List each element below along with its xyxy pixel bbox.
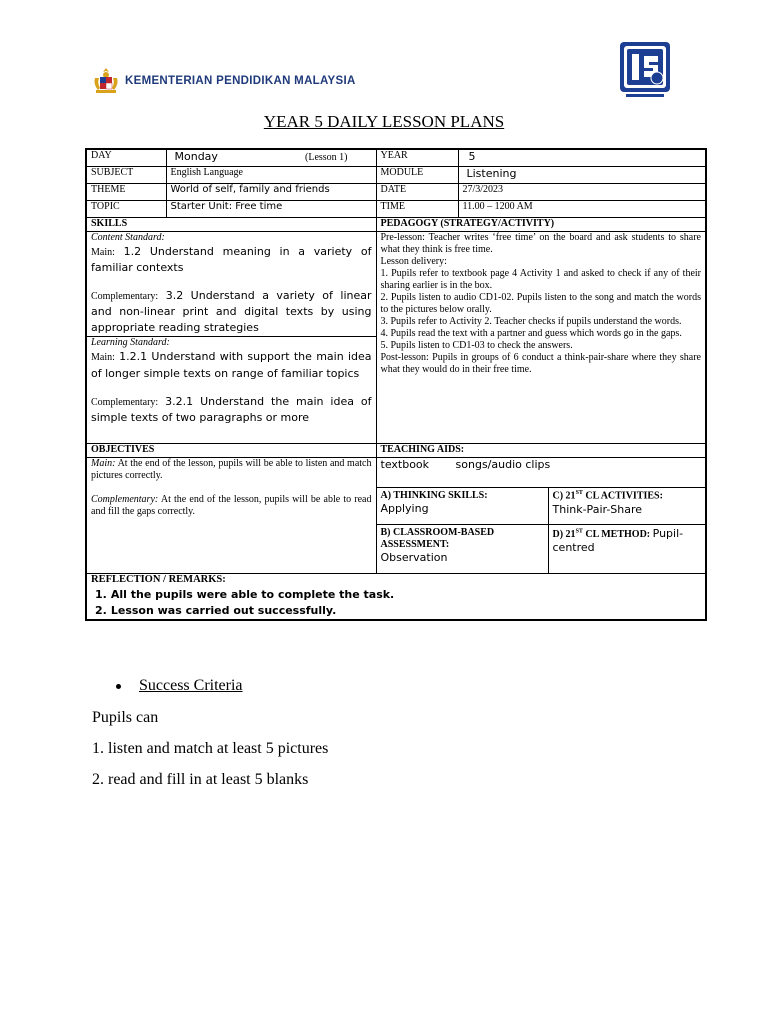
skills-header: SKILLS xyxy=(86,217,376,231)
year-label: YEAR xyxy=(376,149,458,166)
ministry-seal-icon xyxy=(620,42,670,100)
module-value: Listening xyxy=(466,166,517,180)
content-standard-label: Content Standard: xyxy=(91,231,165,243)
pedagogy-line: 5. Pupils listen to CD1-03 to check the answers. xyxy=(380,339,573,351)
theme-label: THEME xyxy=(86,183,166,200)
row-content-standard xyxy=(86,231,706,337)
bullet-icon xyxy=(116,684,121,689)
learning-main xyxy=(91,349,372,381)
teaching-aid-item: songs/audio clips xyxy=(455,458,551,472)
row-theme-date xyxy=(86,183,706,200)
row-reflection xyxy=(86,574,706,620)
date-value: 27/3/2023 xyxy=(458,183,706,200)
learning-comp xyxy=(91,394,372,426)
teaching-aids-header: TEACHING AIDS: xyxy=(376,444,706,458)
thinking-skills-label: A) THINKING SKILLS: xyxy=(380,490,488,502)
reflection-cell xyxy=(86,574,706,620)
success-intro: Pupils can xyxy=(92,709,159,726)
malaysia-coat-of-arms-icon xyxy=(92,66,120,96)
pedagogy-header: PEDAGOGY (STRATEGY/ACTIVITY) xyxy=(376,217,706,231)
subject-value: English Language xyxy=(166,166,376,183)
thinking-skills-value: Applying xyxy=(380,502,429,516)
pedagogy-line: Lesson delivery: xyxy=(380,255,447,267)
objective-comp-text: At the end of the lesson, pupils will be able to read and fill the gaps correctly. xyxy=(91,494,372,518)
subject-label: SUBJECT xyxy=(86,166,166,183)
success-item: 2. read and fill in at least 5 blanks xyxy=(92,771,309,788)
year-value: 5 xyxy=(468,150,476,163)
pedagogy-line: 3. Pupils refer to Activity 2. Teacher checks if pupils understand the words. xyxy=(380,315,682,327)
learning-main-text: 1.2.1 Understand with support the main idea of longer simple texts on range of familiar topics xyxy=(91,350,372,380)
thinking-cl-cell xyxy=(376,488,706,525)
time-value: 11.00 – 1200 AM xyxy=(458,200,706,217)
list-item: 2. Lesson was carried out successfully. xyxy=(95,603,337,617)
cl-method-text: D) 21ST CL METHOD: Pupil-centred xyxy=(552,527,684,555)
pedagogy-cell xyxy=(376,231,706,444)
module-cell xyxy=(458,166,706,183)
content-main-text: 1.2 Understand meaning in a variety of familiar contexts xyxy=(91,244,372,274)
content-comp-label: Complementary: xyxy=(91,290,159,302)
pedagogy-line: 1. Pupils refer to textbook page 4 Activity 1 and asked to check if any of their sharing earlier is in the box. xyxy=(380,267,701,291)
learning-comp-text: 3.2.1 Understand the main idea of simple texts of two paragraphs or more xyxy=(91,394,372,425)
success-criteria-label: Success Criteria xyxy=(139,677,243,694)
learning-comp-label: Complementary: xyxy=(91,396,159,408)
objective-comp xyxy=(91,494,372,518)
thinking-skills-cell xyxy=(377,488,549,524)
objective-main-text: At the end of the lesson, pupils will be able to listen and match pictures correctly. xyxy=(91,458,372,482)
ministry-name: KEMENTERIAN PENDIDIKAN MALAYSIA xyxy=(125,75,356,87)
assessment-value: Observation xyxy=(380,551,448,565)
topic-label: TOPIC xyxy=(86,200,166,217)
learning-main-label: Main: xyxy=(91,352,115,364)
date-label: DATE xyxy=(376,183,458,200)
module-label: MODULE xyxy=(376,166,458,183)
lesson-plan-table xyxy=(85,148,707,621)
objectives-cell xyxy=(86,458,376,574)
assessment-method-cell xyxy=(376,525,706,574)
learning-standard-label: Learning Standard: xyxy=(91,337,170,349)
theme-value: World of self, family and friends xyxy=(166,183,376,200)
objectives-header: OBJECTIVES xyxy=(86,444,376,458)
cl-activities-label: C) 21ST CL ACTIVITIES: xyxy=(552,490,663,502)
objective-main xyxy=(91,458,372,482)
content-comp-text: 3.2 Understand a variety of linear and non-linear print and digital texts by using appropriate reading strategies xyxy=(91,288,372,335)
row-skills-pedagogy-header xyxy=(86,217,706,231)
cl-activities-value: Think-Pair-Share xyxy=(552,502,643,516)
assessment-cell xyxy=(377,525,549,573)
learning-standard-cell xyxy=(86,337,376,444)
pedagogy-line: 4. Pupils read the text with a partner and guess which words go in the gaps. xyxy=(380,327,682,339)
content-main-label: Main: xyxy=(91,246,115,258)
pedagogy-line: Pre-lesson: Teacher writes ‘free time’ on the board and ask students to share what they think is free time. xyxy=(380,231,701,255)
day-cell xyxy=(166,149,376,166)
topic-value: Starter Unit: Free time xyxy=(166,200,376,217)
teaching-aid-item: textbook xyxy=(380,458,430,472)
content-comp xyxy=(91,288,372,336)
page-title: YEAR 5 DAILY LESSON PLANS xyxy=(263,112,505,131)
content-standard-cell xyxy=(86,231,376,337)
pedagogy-line: Post-lesson: Pupils in groups of 6 conduct a think-pair-share where they share what they would do in their free time. xyxy=(380,351,701,375)
objective-comp-label: Complementary: xyxy=(91,494,159,506)
success-criteria-heading xyxy=(116,677,243,695)
row-day-year xyxy=(86,149,706,166)
reflection-list xyxy=(91,587,701,619)
objective-main-label: Main: xyxy=(91,458,116,470)
time-label: TIME xyxy=(376,200,458,217)
row-subject-module xyxy=(86,166,706,183)
cl-method-cell xyxy=(549,525,706,573)
year-cell xyxy=(458,149,706,166)
reflection-header: REFLECTION / REMARKS: xyxy=(91,574,226,586)
pedagogy-line: 2. Pupils listen to audio CD1-02. Pupils listen to the song and match the words to the pictures below orally. xyxy=(380,291,701,315)
cl-activities-cell xyxy=(549,488,706,524)
ministry-logo xyxy=(92,66,356,96)
row-objectives-aids xyxy=(86,458,706,488)
list-item: 1. All the pupils were able to complete the task. xyxy=(95,587,395,601)
teaching-aids-cell xyxy=(376,458,706,488)
assessment-label: B) CLASSROOM-BASED ASSESSMENT: xyxy=(380,527,495,551)
content-main xyxy=(91,244,372,276)
day-value: Monday xyxy=(174,150,218,163)
row-objectives-aids-header xyxy=(86,444,706,458)
day-label: DAY xyxy=(86,149,166,166)
success-item: 1. listen and match at least 5 pictures xyxy=(92,740,329,757)
lesson-number: (Lesson 1) xyxy=(305,152,348,163)
row-topic-time xyxy=(86,200,706,217)
cl-method-value: Pupil-centred xyxy=(552,527,684,555)
